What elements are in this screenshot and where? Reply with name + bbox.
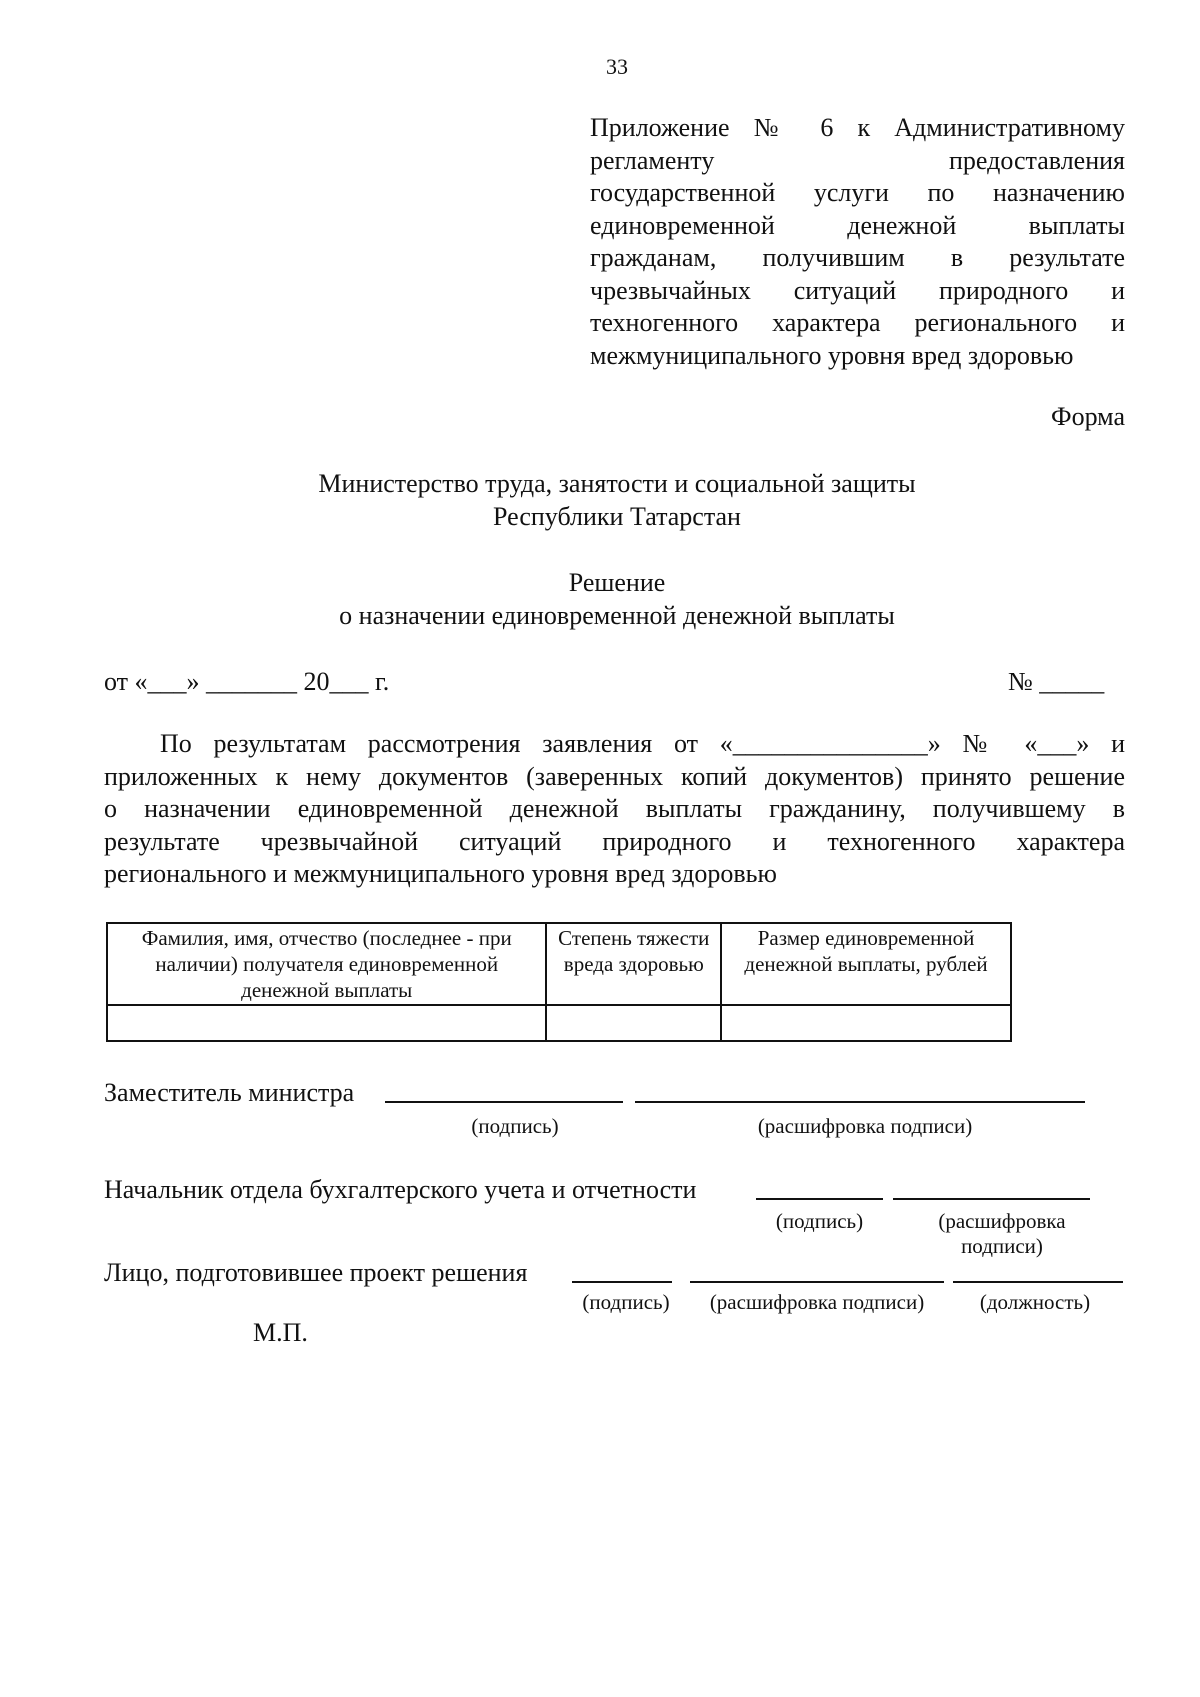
table-cell bbox=[107, 1005, 546, 1041]
appendix-line: техногенного характера регионального и bbox=[590, 308, 1125, 337]
decision-subtitle: о назначении единовременной денежной выплаты bbox=[339, 601, 895, 630]
form-label: Форма bbox=[1051, 402, 1125, 431]
accounting-decoding-line bbox=[893, 1198, 1090, 1200]
appendix-line: Приложение № 6 к Административному bbox=[590, 113, 1125, 142]
appendix-line: регламенту предоставления bbox=[590, 145, 1125, 175]
appendix-line: чрезвычайных ситуаций природного и bbox=[590, 275, 1125, 305]
preparer-position-line bbox=[953, 1281, 1123, 1283]
date-field: от «___» _______ 20___ г. bbox=[104, 667, 390, 696]
appendix-line: единовременной денежной выплаты bbox=[590, 210, 1125, 240]
decision-title: Решение bbox=[568, 568, 666, 597]
ministry-heading bbox=[0, 467, 1200, 533]
preparer-decoding-caption: (расшифровка подписи) bbox=[709, 1290, 925, 1314]
deputy-decoding-caption: (расшифровка подписи) bbox=[757, 1114, 973, 1138]
accounting-head-label: Начальник отдела бухгалтерского учета и отчетности bbox=[104, 1175, 697, 1204]
table-cell bbox=[721, 1005, 1011, 1041]
body-line: регионального и межмуниципального уровня вред здоровью bbox=[104, 859, 777, 888]
decision-body bbox=[104, 728, 1125, 891]
appendix-header bbox=[590, 112, 1125, 372]
stamp-placeholder: М.П. bbox=[253, 1318, 308, 1347]
column-header-amount: Размер единовременной денежной выплаты, рублей bbox=[721, 923, 1011, 1005]
number-field: № _____ bbox=[1008, 667, 1105, 696]
ministry-line: Республики Татарстан bbox=[493, 502, 741, 531]
accounting-signature-caption: (подпись) bbox=[775, 1209, 864, 1233]
body-line: приложенных к нему документов (заверенных копий документов) принято решение bbox=[104, 761, 1125, 791]
column-header-recipient: Фамилия, имя, отчество (последнее - при наличии) получателя единовременной денежной выплаты bbox=[107, 923, 546, 1005]
table-row bbox=[107, 1005, 1011, 1041]
appendix-line: государственной услуги по назначению bbox=[590, 178, 1125, 207]
appendix-line: гражданам, получившим в результате bbox=[590, 243, 1125, 272]
preparer-position-caption: (должность) bbox=[979, 1290, 1091, 1314]
deputy-signature-line bbox=[385, 1101, 623, 1103]
payment-table bbox=[106, 922, 1012, 1042]
table-cell bbox=[546, 1005, 721, 1041]
preparer-label: Лицо, подготовившее проект решения bbox=[104, 1258, 528, 1287]
body-line: о назначении единовременной денежной выплаты гражданину, получившему в bbox=[104, 794, 1125, 823]
accounting-decoding-caption: (расшифровка подписи) bbox=[938, 1209, 1066, 1258]
deputy-decoding-line bbox=[635, 1101, 1085, 1103]
column-header-severity: Степень тяжести вреда здоровью bbox=[546, 923, 721, 1005]
accounting-signature-line bbox=[756, 1198, 883, 1200]
deputy-minister-label: Заместитель министра bbox=[104, 1078, 355, 1107]
table-header-row bbox=[107, 923, 1011, 1005]
preparer-signature-caption: (подпись) bbox=[582, 1290, 670, 1314]
ministry-line: Министерство труда, занятости и социальной защиты bbox=[318, 469, 916, 498]
page-number: 33 bbox=[606, 54, 628, 79]
preparer-signature-line bbox=[572, 1281, 672, 1283]
body-line: результате чрезвычайной ситуаций природного и техногенного характера bbox=[104, 826, 1125, 856]
deputy-signature-caption: (подпись) bbox=[471, 1114, 559, 1138]
decision-heading bbox=[0, 566, 1200, 632]
preparer-decoding-line bbox=[690, 1281, 944, 1283]
body-line: По результатам рассмотрения заявления от «_______________» № «___» и bbox=[160, 729, 1125, 758]
appendix-line: межмуниципального уровня вред здоровью bbox=[590, 340, 1074, 370]
